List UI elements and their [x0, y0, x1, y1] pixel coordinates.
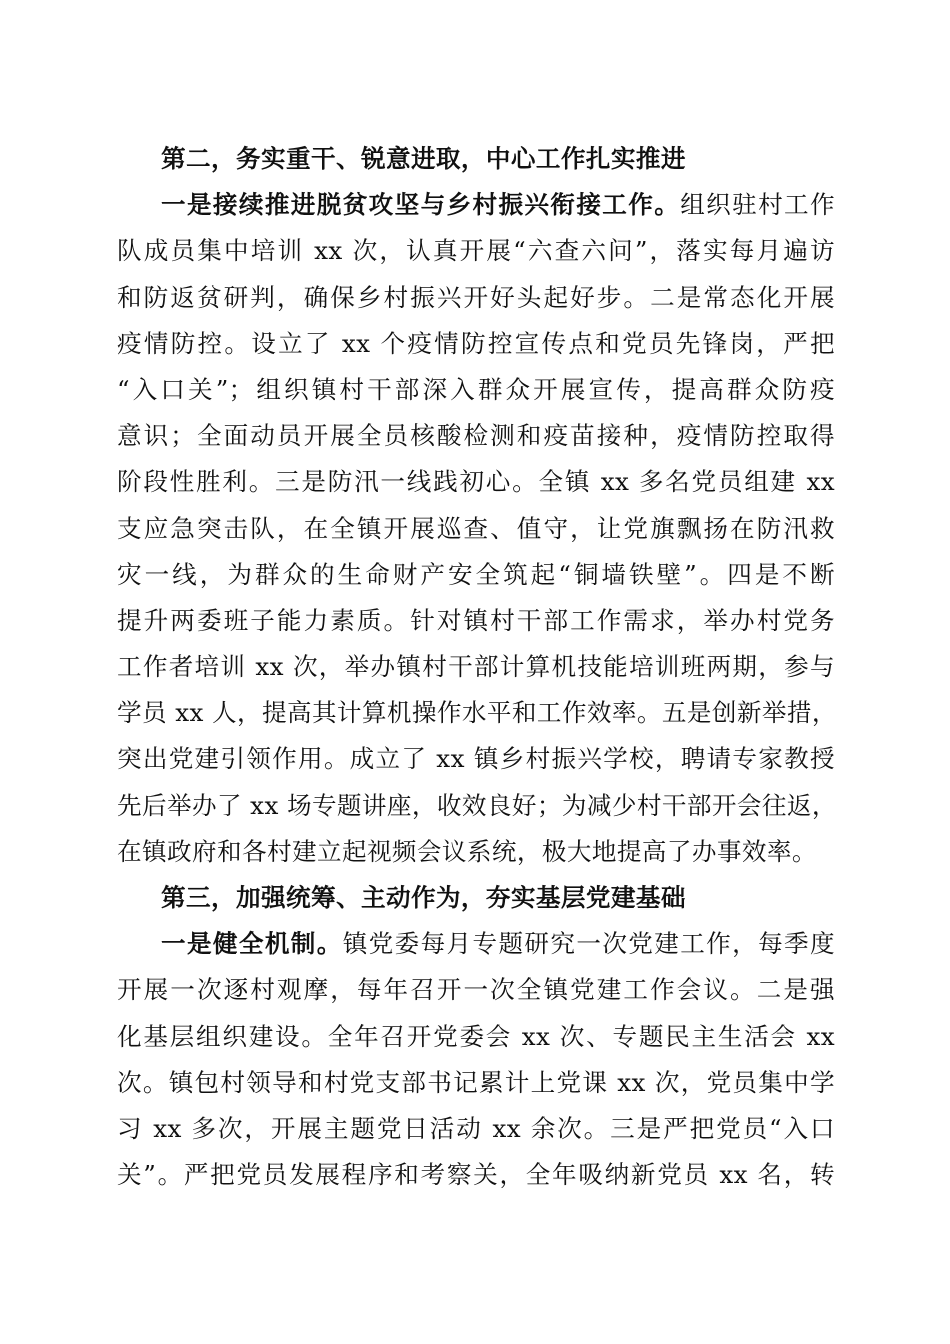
paragraph-line: 学员 xx 人，提高其计算机操作水平和工作效率。五是创新举措，	[117, 698, 837, 728]
paragraph-line: 关”。严把党员发展程序和考察关，全年吸纳新党员 xx 名，转	[117, 1160, 835, 1190]
paragraph-line: 队成员集中培训 xx 次，认真开展“六查六问”，落实每月遍访	[117, 236, 835, 266]
paragraph-line: 一是接续推进脱贫攻坚与乡村振兴衔接工作。组织驻村工作	[161, 190, 835, 220]
section-heading-3: 第三，加强统筹、主动作为，夯实基层党建基础	[161, 883, 686, 912]
paragraph-section-2	[117, 182, 835, 875]
paragraph-line: 先后举办了 xx 场专题讲座，收效良好；为减少村干部开会往返，	[117, 790, 837, 820]
paragraph-line: 提升两委班子能力素质。针对镇村干部工作需求，举办村党务	[117, 605, 835, 635]
paragraph-line: 工作者培训 xx 次，举办镇村干部计算机技能培训班两期，参与	[117, 652, 835, 682]
paragraph-lead: 一是接续推进脱贫攻坚与乡村振兴衔接工作。	[161, 190, 681, 220]
paragraph-line: 和防返贫研判，确保乡村振兴开好头起好步。二是常态化开展	[117, 282, 835, 312]
paragraph-line: “入口关”；组织镇村干部深入群众开展宣传，提高群众防疫	[117, 374, 835, 404]
document-page	[117, 136, 835, 1198]
section-heading-2: 第二，务实重干、锐意进取，中心工作扎实推进	[161, 144, 686, 173]
paragraph-line: 习 xx 多次，开展主题党日活动 xx 余次。三是严把党员“入口	[117, 1113, 835, 1143]
paragraph-line: 突出党建引领作用。成立了 xx 镇乡村振兴学校，聘请专家教授	[117, 744, 835, 774]
paragraph-lead: 一是健全机制。	[161, 929, 343, 959]
paragraph-section-3	[117, 921, 835, 1198]
paragraph-line: 次。镇包村领导和村党支部书记累计上党课 xx 次，党员集中学	[117, 1067, 835, 1097]
paragraph-line: 阶段性胜利。三是防汛一线践初心。全镇 xx 多名党员组建 xx	[117, 467, 835, 497]
paragraph-line: 一是健全机制。镇党委每月专题研究一次党建工作，每季度	[161, 929, 835, 959]
paragraph-line: 化基层组织建设。全年召开党委会 xx 次、专题民主生活会 xx	[117, 1021, 835, 1051]
paragraph-line: 开展一次逐村观摩，每年召开一次全镇党建工作会议。二是强	[117, 975, 835, 1005]
paragraph-line: 疫情防控。设立了 xx 个疫情防控宣传点和党员先锋岗，严把	[117, 328, 835, 358]
paragraph-line: 支应急突击队，在全镇开展巡查、值守，让党旗飘扬在防汛救	[117, 513, 835, 543]
paragraph-line: 意识；全面动员开展全员核酸检测和疫苗接种，疫情防控取得	[117, 421, 835, 451]
paragraph-line: 灾一线，为群众的生命财产安全筑起“铜墙铁壁”。四是不断	[117, 559, 835, 589]
paragraph-line: 在镇政府和各村建立起视频会议系统，极大地提高了办事效率。	[117, 836, 817, 866]
